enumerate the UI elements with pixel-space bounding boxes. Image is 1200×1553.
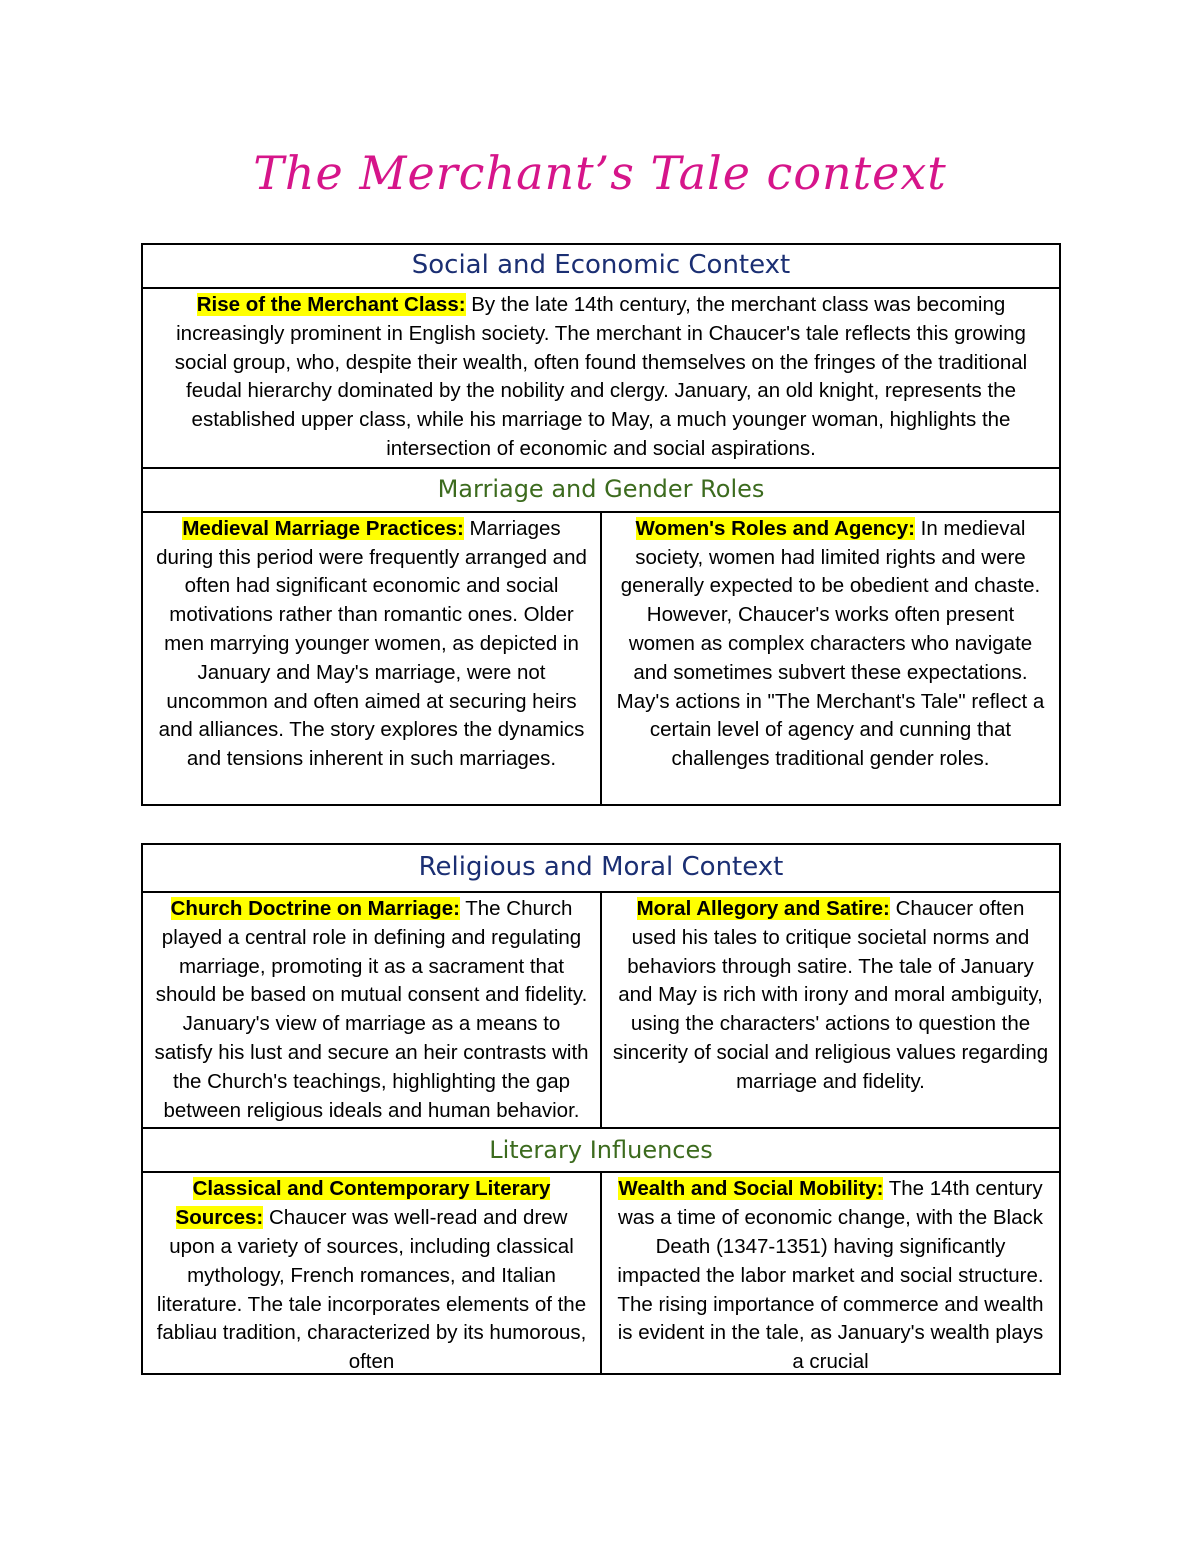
section-heading-literary-influences: Literary Influences xyxy=(142,1128,1060,1172)
religious-moral-table xyxy=(141,843,1061,1375)
womens-roles-label: Women's Roles and Agency: xyxy=(635,516,915,540)
wealth-mobility-cell xyxy=(601,1172,1060,1374)
section-heading-social-economic: Social and Economic Context xyxy=(142,244,1060,288)
wealth-mobility-label: Wealth and Social Mobility: xyxy=(618,1177,884,1201)
womens-roles-cell xyxy=(601,512,1060,805)
wealth-mobility-text: The 14th century was a time of economic change, with the Black Death (1347-1351) having significantly impacted the labor market and social structure. The rising importance of commerce and wealth is evident in the tale, as January's wealth plays a crucial xyxy=(617,1177,1044,1372)
moral-allegory-cell xyxy=(601,892,1060,1128)
literary-sources-text: Chaucer was well-read and drew upon a variety of sources, including classical mythology, French romances, and Italian literature. The tale incorporates elements of the fabliau tradition, characterized by its humorous, often xyxy=(156,1206,587,1372)
marriage-practices-text: Marriages during this period were frequently arranged and often had significant economic and social motivations rather than romantic ones. Older men marrying younger women, as depicted in January and May's marriage, were not uncommon and often aimed at securing heirs and alliances. The story explores the dynamics and tensions inherent in such marriages. xyxy=(156,516,587,771)
page-title: The Merchant’s Tale context xyxy=(253,146,947,200)
womens-roles-text: In medieval society, women had limited rights and were generally expected to be obedient and chaste. However, Chaucer's works often present women as complex characters who navigate and sometimes subvert these expectations. May's actions in "The Merchant's Tale" reflect a certain level of agency and cunning that challenges traditional gender roles. xyxy=(616,516,1045,771)
moral-allegory-text: Chaucer often used his tales to critique societal norms and behaviors through satire. The tale of January and May is rich with irony and moral ambiguity, using the characters' actions to question the sincerity of social and religious values regarding marriage and fidelity. xyxy=(612,897,1049,1093)
church-doctrine-cell xyxy=(142,892,601,1128)
literary-sources-label: Classical and Contemporary Literary Sources: xyxy=(175,1177,551,1230)
church-doctrine-text: The Church played a central role in defining and regulating marriage, promoting it as a sacrament that should be based on mutual consent and fidelity. January's view of marriage as a means to satisfy his lust and secure an heir contrasts with the Church's teachings, highlighting the gap between religious ideals and human behavior. xyxy=(154,897,589,1122)
section-heading-marriage-gender: Marriage and Gender Roles xyxy=(142,468,1060,512)
rise-merchant-cell xyxy=(142,288,1060,468)
moral-allegory-label: Moral Allegory and Satire: xyxy=(636,897,890,920)
literary-sources-cell xyxy=(142,1172,601,1374)
marriage-practices-label: Medieval Marriage Practices: xyxy=(182,516,464,540)
social-economic-table xyxy=(141,243,1061,806)
section-heading-religious-moral: Religious and Moral Context xyxy=(142,844,1060,892)
rise-merchant-text: By the late 14th century, the merchant class was becoming increasingly prominent in English society. The merchant in Chaucer's tale reflects this growing social group, who, despite their wealth, often found themselves on the fringes of the traditional feudal hierarchy dominated by the nobility and clergy. January, an old knight, represents the established upper class, while his marriage to May, a much younger woman, highlights the intersection of economic and social aspirations. xyxy=(174,293,1028,460)
marriage-practices-cell xyxy=(142,512,601,805)
rise-merchant-label: Rise of the Merchant Class: xyxy=(196,293,466,316)
church-doctrine-label: Church Doctrine on Marriage: xyxy=(170,897,460,920)
